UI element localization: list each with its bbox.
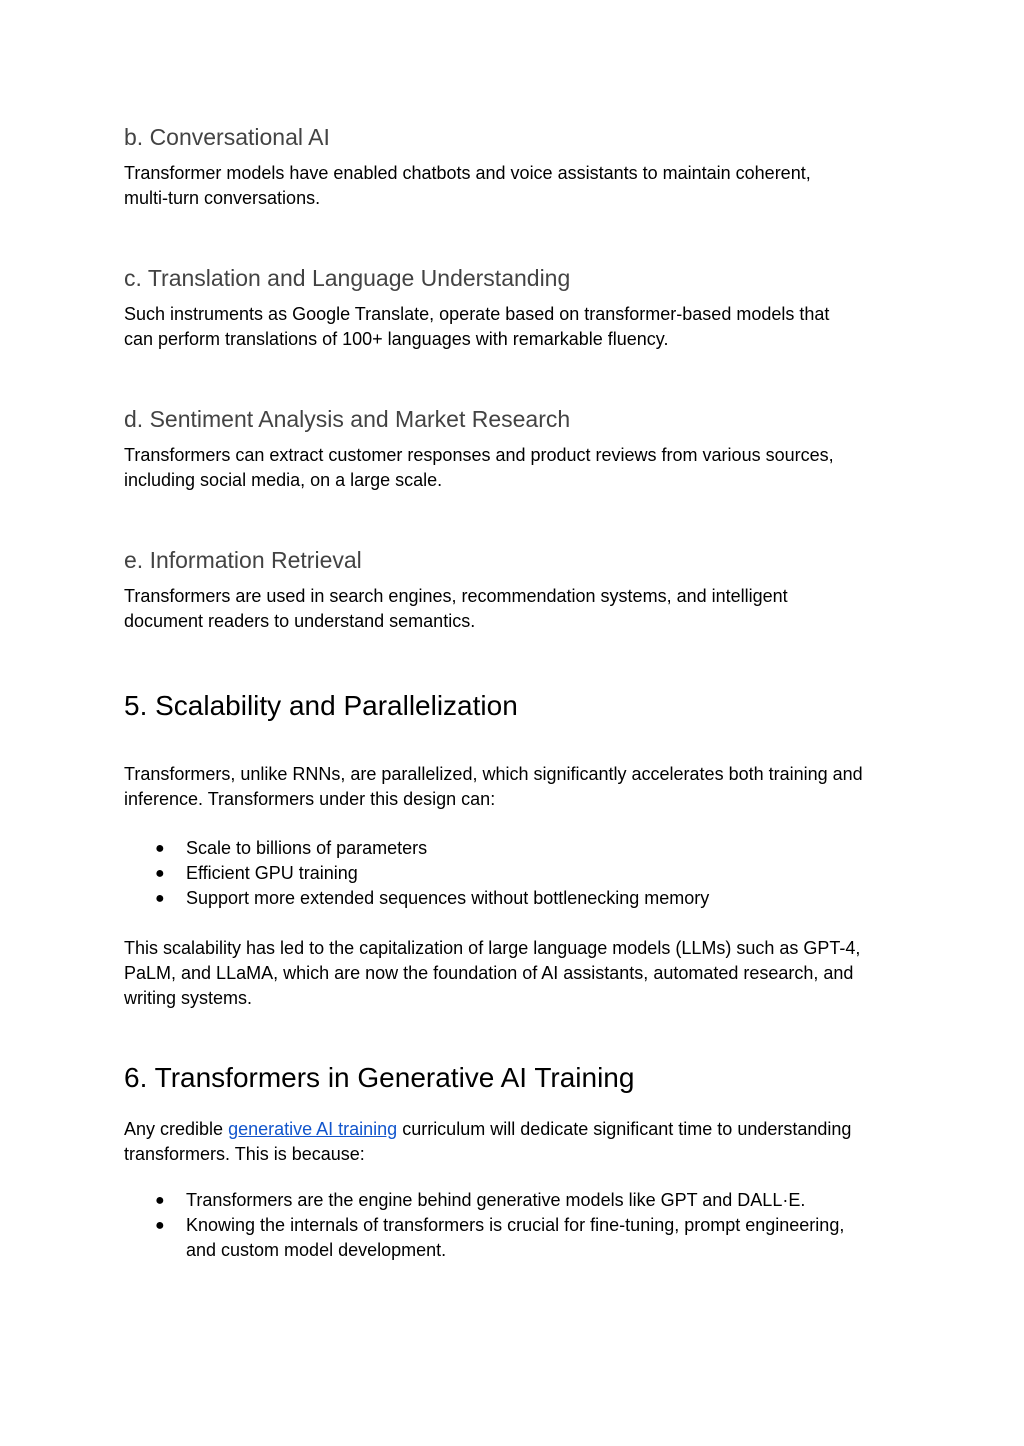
paragraph-conversational-ai: [124, 161, 914, 211]
list-item-text: Scale to billions of parameters: [186, 838, 428, 858]
paragraph-scalability-outro: [124, 936, 914, 1011]
bullet-icon: ●: [155, 840, 165, 857]
heading-scalability: 5. Scalability and Parallelization: [124, 690, 518, 721]
subheading-information-retrieval: e. Information Retrieval: [124, 547, 362, 573]
generative-ai-bullet-list: [124, 1188, 914, 1263]
heading-generative-ai-training: 6. Transformers in Generative AI Training: [124, 1062, 635, 1093]
subheading-sentiment-analysis: d. Sentiment Analysis and Market Research: [124, 406, 571, 432]
text-line: multi-turn conversations.: [124, 188, 321, 208]
text-line: can perform translations of 100+ languages with remarkable fluency.: [124, 329, 669, 349]
text-line: document readers to understand semantics.: [124, 611, 476, 631]
text-line: This scalability has led to the capitalization of large language models (LLMs) such as GPT-4,: [124, 938, 861, 958]
text-line: Transformers are used in search engines, recommendation systems, and intelligent: [124, 586, 788, 606]
paragraph-information-retrieval: [124, 584, 914, 634]
bullet-icon: ●: [155, 865, 165, 882]
bullet-icon: ●: [155, 1192, 165, 1209]
text-line: writing systems.: [124, 988, 253, 1008]
list-item: [124, 1213, 914, 1263]
text-line: Transformers can extract customer responses and product reviews from various sources,: [124, 445, 834, 465]
list-item-text: Support more extended sequences without bottlenecking memory: [186, 888, 710, 908]
paragraph-translation: [124, 302, 914, 352]
text-line: inference. Transformers under this design can:: [124, 789, 496, 809]
list-item: [124, 861, 914, 886]
subheading-translation: c. Translation and Language Understanding: [124, 265, 571, 291]
bullet-icon: ●: [155, 1217, 165, 1234]
list-item: [124, 1188, 914, 1213]
list-item-text: Knowing the internals of transformers is crucial for fine-tuning, prompt engineering,: [186, 1215, 845, 1235]
list-item: [124, 886, 914, 911]
text-line: [124, 1117, 914, 1142]
bullet-icon: ●: [155, 890, 165, 907]
scalability-bullet-list: [124, 836, 914, 911]
text-line: Transformer models have enabled chatbots and voice assistants to maintain coherent,: [124, 163, 811, 183]
list-item-text: Transformers are the engine behind generative models like GPT and DALL·E.: [186, 1190, 806, 1210]
text-line: Such instruments as Google Translate, operate based on transformer-based models that: [124, 304, 830, 324]
generative-ai-training-link[interactable]: generative AI training: [228, 1119, 398, 1139]
text-line: PaLM, and LLaMA, which are now the foundation of AI assistants, automated research, and: [124, 963, 854, 983]
intro-suffix: curriculum will dedicate significant time to understanding: [397, 1119, 852, 1139]
paragraph-sentiment-analysis: [124, 443, 914, 493]
text-line: transformers. This is because:: [124, 1144, 365, 1164]
intro-prefix: Any credible: [124, 1119, 229, 1139]
text-line: including social media, on a large scale.: [124, 470, 443, 490]
paragraph-scalability-intro: [124, 762, 914, 812]
paragraph-generative-ai-intro: [124, 1117, 914, 1167]
list-item-text: Efficient GPU training: [186, 863, 358, 883]
list-item-text: and custom model development.: [186, 1240, 447, 1260]
text-line: Transformers, unlike RNNs, are parallelized, which significantly accelerates both training and: [124, 764, 863, 784]
subheading-conversational-ai: b. Conversational AI: [124, 124, 330, 150]
list-item: [124, 836, 914, 861]
